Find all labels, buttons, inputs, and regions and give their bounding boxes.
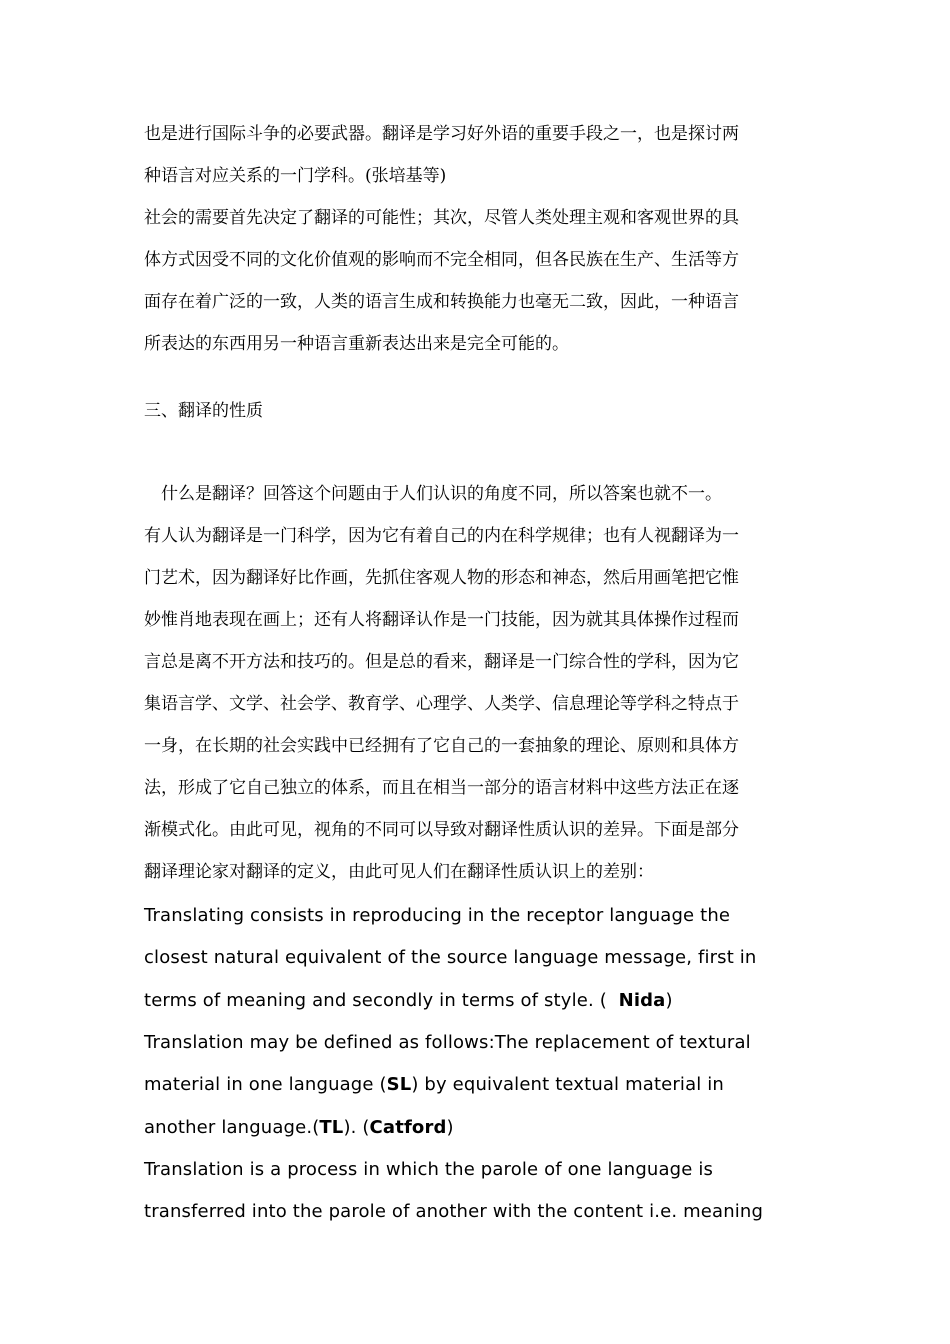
author-catford: Catford bbox=[369, 1116, 447, 1138]
text-line: 所表达的东西用另一种语言重新表达出来是完全可能的。 bbox=[144, 334, 569, 354]
text-line: 面存在着广泛的一致，人类的语言生成和转换能力也毫无二致，因此，一种语言 bbox=[144, 292, 739, 312]
quote-text: ) bbox=[446, 1116, 454, 1138]
text-line bbox=[144, 980, 824, 1022]
text-line: 法，形成了它自己独立的体系，而且在相当一部分的语言材料中这些方法正在逐 bbox=[144, 778, 739, 798]
quote-text: another language.( bbox=[144, 1116, 320, 1138]
text-line: 种语言对应关系的一门学科。(张培基等) bbox=[144, 166, 447, 186]
text-line: Translation may be defined as follows:The replacement of textural bbox=[144, 1032, 751, 1053]
paragraph-nature bbox=[144, 473, 814, 893]
quote-nida bbox=[144, 895, 824, 1022]
text-line: 一身，在长期的社会实践中已经拥有了它自己的一套抽象的理论、原则和具体方 bbox=[144, 736, 739, 756]
quote-text: ) bbox=[665, 989, 673, 1011]
text-line bbox=[144, 1107, 824, 1149]
quote-catford bbox=[144, 1022, 824, 1149]
quote-text: material in one language ( bbox=[144, 1074, 387, 1096]
text-line: transferred into the parole of another with the content i.e. meaning bbox=[144, 1201, 764, 1223]
text-line: 妙惟肖地表现在画上；还有人将翻译认作是一门技能，因为就其具体操作过程而 bbox=[144, 610, 739, 630]
paragraph-intro bbox=[144, 113, 814, 197]
author-nida: Nida bbox=[618, 989, 666, 1011]
text-line bbox=[144, 1064, 824, 1106]
text-line: 门艺术，因为翻译好比作画，先抓住客观人物的形态和神态，然后用画笔把它惟 bbox=[144, 568, 739, 588]
quote-parole bbox=[144, 1149, 824, 1234]
quote-text: ). ( bbox=[343, 1116, 370, 1138]
text-line: closest natural equivalent of the source language message, first in bbox=[144, 947, 757, 969]
text-line: 社会的需要首先决定了翻译的可能性；其次，尽管人类处理主观和客观世界的具 bbox=[144, 208, 739, 228]
text-line: 集语言学、文学、社会学、教育学、心理学、人类学、信息理论等学科之特点于 bbox=[144, 694, 739, 714]
text-line: 什么是翻译？回答这个问题由于人们认识的角度不同，所以答案也就不一。 bbox=[144, 484, 722, 504]
section-heading: 三、翻译的性质 bbox=[144, 401, 263, 421]
text-line: 体方式因受不同的文化价值观的影响而不完全相同，但各民族在生产、生活等方 bbox=[144, 250, 739, 270]
text-line: 有人认为翻译是一门科学，因为它有着自己的内在科学规律；也有人视翻译为一 bbox=[144, 526, 739, 546]
quote-text: terms of meaning and secondly in terms of style. ( bbox=[144, 989, 619, 1011]
paragraph-possibility bbox=[144, 197, 814, 365]
text-line: Translating consists in reproducing in the receptor language the bbox=[144, 905, 731, 926]
text-line: 也是进行国际斗争的必要武器。翻译是学习好外语的重要手段之一，也是探讨两 bbox=[144, 124, 739, 144]
text-line: Translation is a process in which the parole of one language is bbox=[144, 1159, 714, 1180]
quote-text: ) by equivalent textual material in bbox=[411, 1074, 724, 1096]
abbr-tl: TL bbox=[319, 1116, 344, 1138]
text-line: 言总是离不开方法和技巧的。但是总的看来，翻译是一门综合性的学科，因为它 bbox=[144, 652, 739, 672]
text-line: 渐模式化。由此可见，视角的不同可以导致对翻译性质认识的差异。下面是部分 bbox=[144, 820, 739, 840]
abbr-sl: SL bbox=[386, 1074, 412, 1096]
text-line: 翻译理论家对翻译的定义，由此可见人们在翻译性质认识上的差别： bbox=[144, 862, 654, 882]
